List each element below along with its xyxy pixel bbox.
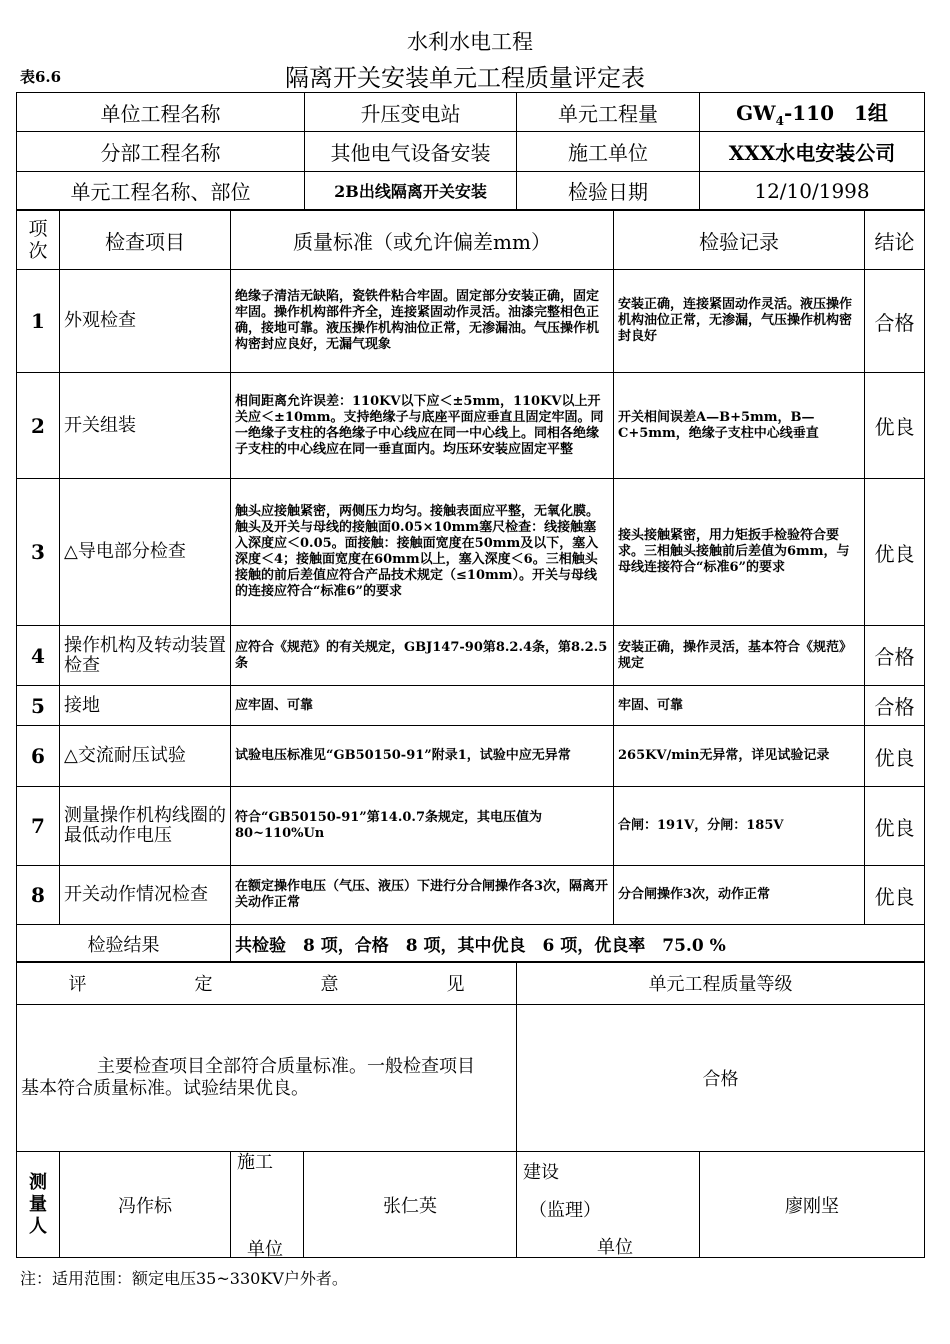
opinion-text: 主要检查项目全部符合质量标准。一般检查项目 基本符合质量标准。试验结果优良。	[17, 1005, 517, 1152]
row-conclusion: 优良	[865, 866, 925, 925]
row-record: 接头接触紧密，用力矩扳手检验符合要求。三相触头接触前后差值为6mm，与母线连接符合“标准6”的要求	[614, 479, 865, 626]
row-no: 1	[17, 270, 60, 373]
row-standard: 试验电压标准见“GB50150-91”附录1，试验中应无异常	[231, 726, 614, 787]
row-conclusion: 合格	[865, 270, 925, 373]
footnote: 注：适用范围：额定电压35~330KV户外者。	[20, 1269, 348, 1288]
row-conclusion: 合格	[865, 626, 925, 686]
quantity-label: 单元工程量	[517, 93, 700, 132]
row-no: 2	[17, 373, 60, 479]
row-record: 开关相间误差A—B+5mm，B—C+5mm，绝缘子支柱中心线垂直	[614, 373, 865, 479]
row-no: 3	[17, 479, 60, 626]
contractor-value: XXX水电安装公司	[700, 132, 925, 172]
evaluation-table	[16, 961, 925, 1152]
table-row	[17, 686, 925, 726]
col-header-conclusion: 结论	[865, 211, 925, 270]
row-standard: 应牢固、可靠	[231, 686, 614, 726]
document-subtitle: 隔离开关安装单元工程质量评定表	[285, 64, 645, 92]
opinion-header: 评 定 意 见	[17, 962, 517, 1005]
info-table	[16, 92, 925, 210]
row-no: 8	[17, 866, 60, 925]
row-conclusion: 优良	[865, 479, 925, 626]
col-header-standard: 质量标准（或允许偏差mm）	[231, 211, 614, 270]
table-row	[17, 373, 925, 479]
document-title: 水利水电工程	[407, 30, 533, 54]
row-item: 外观检查	[60, 270, 231, 373]
row-item: 开关动作情况检查	[60, 866, 231, 925]
row-item: 接地	[60, 686, 231, 726]
row-standard: 符合“GB50150-91”第14.0.7条规定，其电压值为80~110%Un	[231, 787, 614, 866]
row-no: 7	[17, 787, 60, 866]
date-value: 12/10/1998	[700, 172, 925, 210]
row-conclusion: 优良	[865, 787, 925, 866]
row-item: △导电部分检查	[60, 479, 231, 626]
date-label: 检验日期	[517, 172, 700, 210]
row-no: 5	[17, 686, 60, 726]
row-conclusion: 优良	[865, 373, 925, 479]
col-header-no: 项 次	[17, 211, 60, 270]
row-record: 牢固、可靠	[614, 686, 865, 726]
supervision-person: 廖刚坚	[700, 1152, 925, 1258]
table-number: 表6.6	[20, 68, 62, 86]
table-row	[17, 726, 925, 787]
row-record: 安装正确，操作灵活，基本符合《规范》规定	[614, 626, 865, 686]
supervision-unit-label: 建设 （监理） 单位	[517, 1152, 700, 1258]
quantity-value: $GW_4-110$ 1组	[700, 93, 925, 132]
result-row	[17, 925, 925, 963]
row-item: △交流耐压试验	[60, 726, 231, 787]
result-text: 共检验 8 项，合格 8 项，其中优良 6 项，优良率 75.0 %	[231, 925, 925, 963]
element-label: 单元工程名称、部位	[17, 172, 305, 210]
row-record: 合闸：191V，分闸：185V	[614, 787, 865, 866]
row-item: 开关组装	[60, 373, 231, 479]
division-value: 其他电气设备安装	[305, 132, 517, 172]
table-row	[17, 270, 925, 373]
row-no: 6	[17, 726, 60, 787]
unit-project-value: 升压变电站	[305, 93, 517, 132]
signature-table	[16, 1151, 925, 1258]
row-record: 265KV/min无异常，详见试验记录	[614, 726, 865, 787]
unit-project-label: 单位工程名称	[17, 93, 305, 132]
measurer-label: 测 量 人	[17, 1152, 60, 1258]
element-value: 2B出线隔离开关安装	[305, 172, 517, 210]
row-item: 操作机构及转动装置检查	[60, 626, 231, 686]
inspection-table	[16, 210, 925, 963]
row-record: 分合闸操作3次，动作正常	[614, 866, 865, 925]
row-standard: 触头应接触紧密，两侧压力均匀。接触表面应平整，无氧化膜。触头及开关与母线的接触面0.05×10mm塞尺检查：线接触塞入深度应＜0.05。面接触：接触面宽度在50mm及以下，塞入深度＜4；接触面宽度在60mm以上，塞入深度＜6。三相触头接触的前后差值应符合产品技术规定（≤10mm）。开关与母线的连接应符合“标准6”的要求	[231, 479, 614, 626]
col-header-item: 检查项目	[60, 211, 231, 270]
row-standard: 应符合《规范》的有关规定，GBJ147-90第8.2.4条，第8.2.5条	[231, 626, 614, 686]
row-item: 测量操作机构线圈的最低动作电压	[60, 787, 231, 866]
table-row	[17, 479, 925, 626]
result-label: 检验结果	[17, 925, 231, 963]
construction-unit-label: 施工 单位	[231, 1152, 304, 1258]
measurer-name: 冯作标	[60, 1152, 231, 1258]
row-record: 安装正确，连接紧固动作灵活。液压操作机构油位正常，无渗漏，气压操作机构密封良好	[614, 270, 865, 373]
row-standard: 相间距离允许误差：110KV以下应＜±5mm，110KV以上开关应＜±10mm。支持绝缘子与底座平面应垂直且固定牢固。同一绝缘子支柱的各绝缘子中心线应在同一中心线上。同相各绝缘子支柱的中心线应在同一垂直面内。均压环安装应固定平整	[231, 373, 614, 479]
grade-header: 单元工程质量等级	[517, 962, 925, 1005]
row-standard: 在额定操作电压（气压、液压）下进行分合闸操作各3次，隔离开关动作正常	[231, 866, 614, 925]
row-standard: 绝缘子清洁无缺陷，瓷铁件粘合牢固。固定部分安装正确，固定牢固。操作机构部件齐全，连接紧固动作灵活。油漆完整相色正确，接地可靠。液压操作机构油位正常，无渗漏油。气压操作机构密封应良好，无漏气现象	[231, 270, 614, 373]
row-conclusion: 优良	[865, 726, 925, 787]
col-header-record: 检验记录	[614, 211, 865, 270]
row-conclusion: 合格	[865, 686, 925, 726]
division-label: 分部工程名称	[17, 132, 305, 172]
contractor-label: 施工单位	[517, 132, 700, 172]
grade-value: 合格	[517, 1005, 925, 1152]
row-no: 4	[17, 626, 60, 686]
table-row	[17, 866, 925, 925]
table-row	[17, 787, 925, 866]
table-row	[17, 626, 925, 686]
construction-person: 张仁英	[304, 1152, 517, 1258]
